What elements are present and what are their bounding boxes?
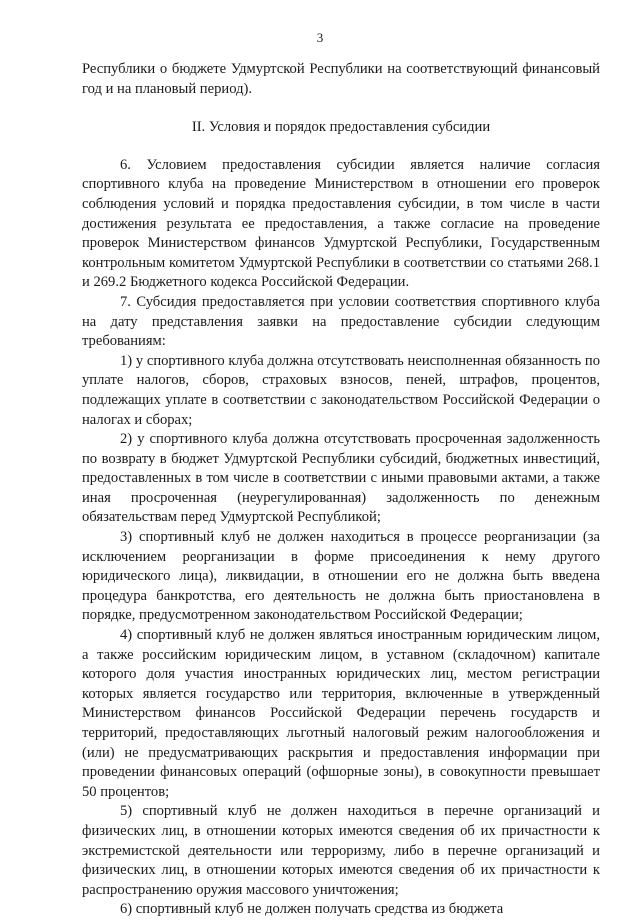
paragraph-7: 7. Субсидия предоставляется при условии соответствия спортивного клуба на дату представления заявки на предоставление субсидии следующим требованиям: bbox=[82, 293, 600, 350]
requirement-3: 3) спортивный клуб не должен находиться в процессе реорганизации (за исключением реорганизации в форме присоединения к нему другого юридического лица), ликвидации, в отношении его не должна быть введена процедура банкротства, его деятельность не должна быть приостановлена в порядке, предусмотренном законодательством Российской Федерации; bbox=[82, 529, 600, 624]
paragraph-6: 6. Условием предоставления субсидии является наличие согласия спортивного клуба на проведение Министерством в отношении его проверок соблюдения условий и порядка предоставления субсидии, в том числе в части достижения результата ее предоставления, а также согласие на проведение проверок Министерством финансов Удмуртской Республики, Государственным контрольным комитетом Удмуртской Республики в соответствии со статьями 268.1 и 269.2 Бюджетного кодекса Российской Федерации. bbox=[82, 156, 600, 291]
intro-paragraph: Республики о бюджете Удмуртской Республики на соответствующий финансовый год и на плановый период). bbox=[82, 61, 600, 97]
requirement-1: 1) у спортивного клуба должна отсутствовать неисполненная обязанность по уплате налогов, сборов, страховых взносов, пеней, штрафов, процентов, подлежащих уплате в соответствии с законодательством Российской Федерации о налогах и сборах; bbox=[82, 352, 600, 428]
section-heading: II. Условия и порядок предоставления субсидии bbox=[191, 119, 491, 136]
requirement-4: 4) спортивный клуб не должен являться иностранным юридическим лицом, а также российским юридическим лицом, в уставном (складочном) капитале которого доля участия иностранных юридических лиц, местом регистрации которых является государство или территория, включенные в утвержденный Министерством финансов Российской Федерации перечень государств и территорий, предоставляющих льготный налоговый режим налогообложения и (или) не предусматривающих раскрытия и предоставления информации при проведении финансовых операций (офшорные зоны), в совокупности превышает 50 процентов; bbox=[82, 627, 600, 800]
page-number: 3 bbox=[316, 30, 324, 45]
requirement-5: 5) спортивный клуб не должен находиться в перечне организаций и физических лиц, в отношении которых имеются сведения об их причастности к экстремистской деятельности или терроризму, либо в перечне организаций и физических лиц, в отношении которых имеются сведения об их причастности к распространению оружия массового уничтожения; bbox=[82, 803, 600, 898]
requirement-6: 6) спортивный клуб не должен получать средства из бюджета bbox=[120, 901, 504, 918]
document-body bbox=[82, 60, 600, 920]
requirement-2: 2) у спортивного клуба должна отсутствовать просроченная задолженность по возврату в бюджет Удмуртской Республики субсидий, бюджетных инвестиций, предоставленных в том числе в соответствии с иными правовыми актами, а также иная просроченная (неурегулированная) задолженность по денежным обязательствам перед Удмуртской Республикой; bbox=[82, 431, 600, 526]
